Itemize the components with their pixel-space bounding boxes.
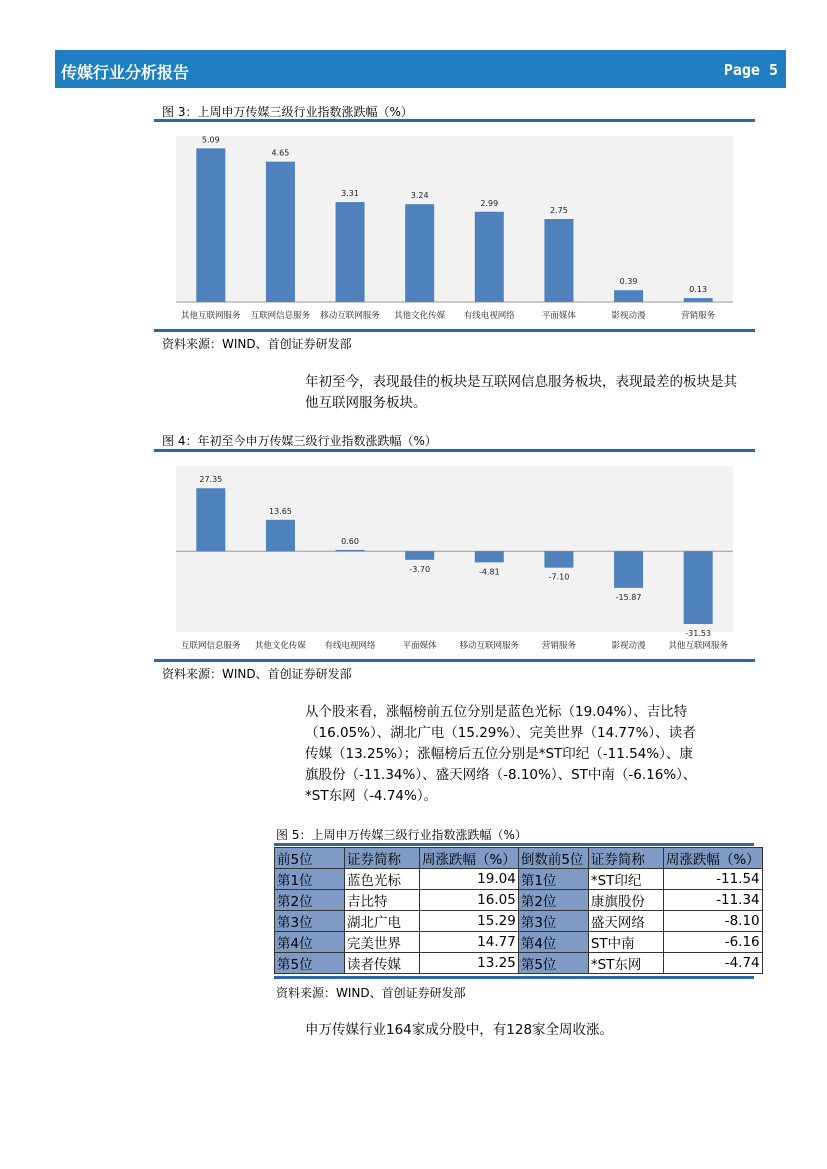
change-cell: 19.04 — [420, 869, 519, 890]
category-tick-label: 平面媒体 — [402, 641, 437, 651]
bar — [336, 202, 365, 302]
category-tick-label: 其他文化传媒 — [394, 311, 446, 321]
report-header — [55, 50, 786, 88]
page-number: Page 5 — [723, 61, 778, 79]
plot-area — [176, 136, 733, 302]
paragraph-2-line: 旗股份（-11.34%）、盛天网络（-8.10%）、ST中南（-6.16%）、 — [305, 767, 697, 783]
change-cell: -8.10 — [663, 911, 762, 932]
bar — [684, 551, 713, 624]
category-tick-label: 其他互联网服务 — [181, 311, 241, 321]
data-label: 2.75 — [550, 206, 568, 215]
bar — [266, 162, 295, 302]
paragraph-2-line: （16.05%）、湖北广电（15.29%）、完美世界（14.77%）、读者 — [305, 725, 696, 741]
table-row — [275, 890, 763, 911]
fig3-source: 资料来源：WIND、首创证券研发部 — [162, 337, 352, 351]
report-title: 传媒行业分析报告 — [61, 63, 190, 82]
fig5-source: 资料来源：WIND、首创证券研发部 — [276, 986, 466, 1000]
fig3-chart — [154, 122, 755, 330]
stock-name-cell: 蓝色光标 — [345, 869, 420, 890]
data-label: -15.87 — [615, 592, 642, 602]
header-cell: 周涨跌幅（%） — [420, 848, 519, 869]
stock-name-cell: *ST东网 — [588, 953, 663, 974]
rank-cell: 第1位 — [275, 869, 345, 890]
bar — [475, 551, 504, 562]
table-header-row — [275, 848, 763, 869]
change-cell: -6.16 — [663, 932, 762, 953]
data-label: -7.10 — [548, 572, 570, 582]
header-cell: 倒数前5位 — [518, 848, 588, 869]
stock-name-cell: 吉比特 — [345, 890, 420, 911]
category-tick-label: 营销服务 — [681, 311, 716, 321]
fig3-bottom-rule — [154, 329, 755, 332]
data-label: 0.39 — [619, 277, 638, 287]
data-label: 0.60 — [341, 536, 359, 546]
change-cell: -11.54 — [663, 869, 762, 890]
change-cell: 16.05 — [420, 890, 519, 911]
fig4-chart — [154, 452, 755, 659]
category-tick-label: 有线电视网络 — [463, 311, 515, 321]
paragraph-2-line: 从个股来看，涨幅榜前五位分别是蓝色光标（19.04%）、吉比特 — [305, 704, 688, 720]
category-tick-label: 影视动漫 — [611, 311, 646, 321]
header-cell: 前5位 — [275, 848, 345, 869]
stock-name-cell: 康旗股份 — [588, 890, 663, 911]
bar — [475, 212, 504, 302]
bar — [266, 520, 295, 551]
data-label: 5.09 — [201, 135, 220, 145]
plot-area — [176, 466, 733, 632]
fig5-bottom-rule — [274, 976, 754, 979]
data-label: 4.65 — [271, 148, 290, 158]
paragraph-2-line: *ST东网（-4.74%）。 — [305, 788, 438, 804]
stock-name-cell: 湖北广电 — [345, 911, 420, 932]
rank-cell: 第2位 — [275, 890, 345, 911]
bar — [405, 551, 434, 560]
rank-cell: 第1位 — [518, 869, 588, 890]
rank-cell: 第4位 — [518, 932, 588, 953]
category-tick-label: 移动互联网服务 — [320, 311, 380, 321]
bar — [614, 551, 643, 588]
rank-cell: 第5位 — [518, 953, 588, 974]
category-tick-label: 营销服务 — [541, 641, 576, 651]
change-cell: 14.77 — [420, 932, 519, 953]
data-label: 13.65 — [268, 506, 292, 516]
bar — [336, 550, 365, 551]
data-label: 0.13 — [689, 285, 708, 295]
change-cell: -4.74 — [663, 953, 762, 974]
header-cell: 证券简称 — [588, 848, 663, 869]
fig4-source: 资料来源：WIND、首创证券研发部 — [162, 667, 352, 681]
rank-cell: 第5位 — [275, 953, 345, 974]
data-label: 27.35 — [199, 475, 223, 485]
data-label: -3.70 — [409, 564, 431, 574]
header-cell: 证券简称 — [345, 848, 420, 869]
bar — [196, 148, 225, 302]
rank-cell: 第4位 — [275, 932, 345, 953]
stock-name-cell: 盛天网络 — [588, 911, 663, 932]
category-tick-label: 影视动漫 — [611, 641, 646, 651]
ranking-table — [274, 847, 763, 974]
rank-cell: 第3位 — [275, 911, 345, 932]
bar — [544, 219, 573, 302]
data-label: -31.53 — [685, 628, 712, 638]
fig4-bottom-rule — [154, 659, 755, 662]
category-tick-label: 互联网信息服务 — [181, 641, 241, 651]
table-row — [275, 911, 763, 932]
category-tick-label: 其他文化传媒 — [254, 641, 306, 651]
table-row — [275, 932, 763, 953]
bar — [405, 204, 434, 302]
category-tick-label: 互联网信息服务 — [250, 311, 311, 321]
change-cell: -11.34 — [663, 890, 762, 911]
header-cell: 周涨跌幅（%） — [663, 848, 762, 869]
paragraph-3: 申万传媒行业164家成分股中，有128家全周收涨。 — [305, 1022, 614, 1038]
data-label: 3.24 — [410, 191, 429, 201]
category-tick-label: 有线电视网络 — [324, 641, 376, 651]
paragraph-1: 年初至今，表现最佳的板块是互联网信息服务板块，表现最差的板块是其他互联网服务板块。 — [305, 374, 737, 411]
fig5-top-rule — [274, 843, 754, 846]
bar — [544, 551, 573, 567]
stock-name-cell: ST中南 — [588, 932, 663, 953]
change-cell: 13.25 — [420, 953, 519, 974]
fig4-caption: 图 4：年初至今申万传媒三级行业指数涨跌幅（%） — [162, 434, 437, 448]
change-cell: 15.29 — [420, 911, 519, 932]
data-label: 2.99 — [480, 198, 499, 208]
stock-name-cell: *ST印纪 — [588, 869, 663, 890]
data-label: 3.31 — [341, 189, 359, 199]
bar — [614, 290, 643, 302]
stock-name-cell: 完美世界 — [345, 932, 420, 953]
fig3-caption: 图 3：上周申万传媒三级行业指数涨跌幅（%） — [162, 105, 413, 119]
rank-cell: 第2位 — [518, 890, 588, 911]
table-row — [275, 953, 763, 974]
category-tick-label: 其他互联网服务 — [668, 641, 728, 651]
category-tick-label: 平面媒体 — [541, 311, 576, 321]
table-row — [275, 869, 763, 890]
category-tick-label: 移动互联网服务 — [459, 641, 520, 651]
bar — [684, 298, 713, 302]
fig5-caption: 图 5：上周申万传媒三级行业指数涨跌幅（%） — [276, 828, 527, 842]
rank-cell: 第3位 — [518, 911, 588, 932]
paragraph-2 — [305, 702, 755, 807]
paragraph-2-line: 传媒（13.25%）；涨幅榜后五位分别是*ST印纪（-11.54%）、康 — [305, 746, 693, 762]
stock-name-cell: 读者传媒 — [345, 953, 420, 974]
bar — [196, 488, 225, 551]
data-label: -4.81 — [478, 567, 500, 577]
